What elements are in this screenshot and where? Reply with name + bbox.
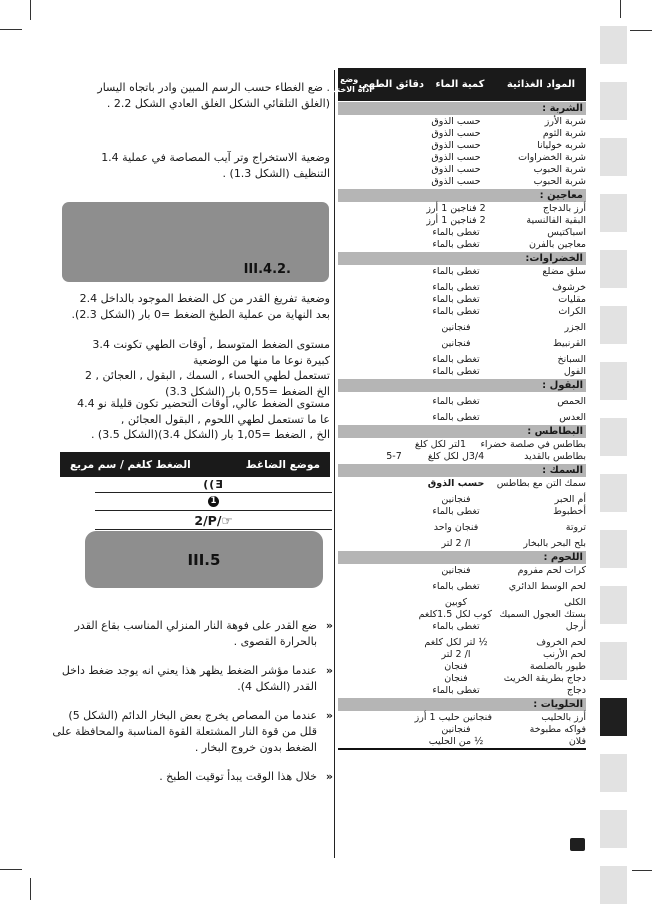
table-row	[338, 522, 586, 534]
section-header: اللحوم :	[338, 551, 586, 564]
cell-food: الكراث	[558, 306, 586, 317]
bullet-item	[45, 708, 333, 756]
edge-square	[600, 138, 627, 176]
bullet-marker-icon: «	[325, 619, 333, 632]
cell-water: تغطى بالماء	[432, 227, 480, 238]
cell-min: 5-7	[386, 451, 402, 462]
table-row	[338, 649, 586, 661]
edge-square	[600, 474, 627, 512]
cell-food: مقليات	[558, 294, 586, 305]
text-line: وضعية الاستخراج وتر آيب المصاصة في عملية 1.4	[101, 151, 330, 164]
cell-food: دجاج	[566, 685, 586, 696]
table-row	[338, 621, 586, 633]
cell-water: تغطى بالماء	[432, 396, 480, 407]
text-line: . ضع الغطاء حسب الرسم المبين وادر باتجاه اليسار	[97, 81, 330, 94]
cooking-table	[326, 68, 586, 750]
cell-water: كوب لكل 1.5كلغم	[418, 609, 492, 620]
pressure-header-position: موضع الضاغط	[245, 458, 320, 471]
text-line: عا ما تستعمل لطهي اللحوم , البقول العجائن ,	[120, 412, 330, 426]
table-row	[338, 322, 586, 334]
table-row	[338, 538, 586, 550]
text-line: التنظيف (الشكل 1.3) .	[222, 166, 330, 180]
cell-water: فنجانين	[441, 322, 471, 333]
cell-water: ½ لتر لكل كلغم	[424, 637, 488, 648]
table-row	[338, 736, 586, 748]
text-line: مستوى الضغط عالي, أوقات التحضير تكون قليلة نو 4.4	[77, 397, 330, 410]
pressure-table-rows	[95, 477, 332, 530]
paragraph-3-4	[58, 337, 330, 399]
edge-square	[600, 530, 627, 568]
section-header: معاجين :	[338, 189, 586, 202]
edge-square	[600, 362, 627, 400]
text-line: تستعمل لطهي الحساء , السمك , البقول , العجائن , 2	[84, 369, 330, 382]
cell-water: تغطى بالماء	[432, 294, 480, 305]
cell-water: ½ من الحليب	[428, 736, 484, 747]
text-line: عندما من المصاص يخرج بعض البخار الدائم (الشكل 5)	[68, 709, 317, 722]
cell-water: 1لتر لكل كلغ	[414, 439, 467, 450]
cell-food: بلح البحر بالبخار	[523, 538, 586, 549]
cell-food: شربة الحبوب	[533, 176, 586, 187]
text-line: الضغط بدون خروج البخار .	[194, 741, 317, 754]
table-row	[338, 597, 586, 609]
cell-water: تغطى بالماء	[432, 621, 480, 632]
bullet-item	[45, 769, 333, 785]
table-row	[338, 609, 586, 621]
column-header-minutes: دقائق الطهي	[358, 79, 424, 90]
table-row	[338, 565, 586, 577]
table-row	[338, 494, 586, 506]
text-line: وضعية تفريغ القدر من كل الضغط الموجود بالداخل 2.4	[79, 292, 330, 305]
pressure-header-value: الضغط كلغم / سم مربع	[70, 458, 191, 471]
table-row	[338, 661, 586, 673]
edge-square	[600, 586, 627, 624]
table-row	[338, 227, 586, 239]
cell-food: بطاطس في صلصة خضراء	[480, 439, 586, 450]
paragraph-lid-instruction	[58, 80, 330, 111]
cell-water: حسب الذوق	[431, 116, 481, 127]
edge-square	[600, 810, 627, 848]
cell-water: حسب الذوق	[431, 128, 481, 139]
cell-water: حسب الذوق	[431, 164, 481, 175]
table-row	[338, 396, 586, 408]
table-row	[338, 176, 586, 188]
edge-square	[600, 26, 627, 64]
table-row	[338, 637, 586, 649]
table-row	[338, 354, 586, 366]
column-header-water: كمية الماء	[435, 79, 485, 90]
edge-square	[600, 250, 627, 288]
section-header: البقول :	[338, 379, 586, 392]
table-row	[338, 685, 586, 697]
cell-food: الحمص	[557, 396, 586, 407]
edge-square	[600, 82, 627, 120]
cell-water: فنجانين	[441, 338, 471, 349]
cell-food: أم الحبر	[554, 494, 586, 505]
pressure-level2-label: 2/P/☞	[194, 512, 233, 528]
cell-food: الكلى	[564, 597, 586, 608]
bullet-list	[45, 618, 333, 798]
cell-food: طيور بالصلصة	[529, 661, 586, 672]
edge-square	[600, 754, 627, 792]
cell-water: فنجان	[444, 661, 468, 672]
column-header-selector	[326, 75, 372, 94]
table-row	[338, 294, 586, 306]
cell-food: أخطبوط	[553, 506, 586, 517]
crop-mark	[630, 30, 652, 31]
text-line: ضع القدر على فوهة النار المنزلي المناسب بقاع القدر	[74, 619, 317, 632]
table-row	[338, 152, 586, 164]
table-row	[338, 506, 586, 518]
cell-food: فواكه مطبوخة	[529, 724, 586, 735]
table-row	[338, 581, 586, 593]
cell-water: ا/ 2 لتر	[441, 538, 471, 549]
cell-food: أرز بالدجاج	[542, 203, 586, 214]
cell-food: لحم الوسط الدائري	[508, 581, 586, 592]
crop-mark	[632, 870, 652, 871]
cell-food: السبانخ	[557, 354, 586, 365]
table-row	[338, 116, 586, 128]
cell-water: تغطى بالماء	[432, 685, 480, 696]
section-header: الشربة :	[338, 102, 586, 115]
cell-food: شربة الثوم	[542, 128, 586, 139]
edge-square	[600, 866, 627, 904]
cell-water: 2 فناجين 1 أرز	[426, 215, 486, 226]
cell-food: اسباكتيس	[547, 227, 586, 238]
cell-water: فنجان	[444, 673, 468, 684]
cell-water: تغطى بالماء	[432, 412, 480, 423]
table-row	[338, 239, 586, 251]
column-header-food: المواد الغذائية	[506, 79, 576, 90]
column-divider	[334, 70, 335, 858]
paragraph-1-4	[58, 150, 330, 181]
cell-water: حسب الذوق	[431, 152, 481, 163]
cell-food: شربة الحبوب	[533, 164, 586, 175]
table-row	[338, 266, 586, 278]
cell-food: الجزر	[564, 322, 586, 333]
table-row	[338, 128, 586, 140]
edge-square	[600, 418, 627, 456]
cell-food: دجاج بطريقة الخريث	[503, 673, 586, 684]
cell-water: تغطى بالماء	[432, 266, 480, 277]
crop-mark	[30, 0, 31, 20]
text-line: خلال هذا الوقت يبدأ توقيت الطبخ .	[159, 770, 317, 783]
cell-water: تغطى بالماء	[432, 306, 480, 317]
paragraph-2-4	[58, 291, 330, 322]
figure-label: III.5	[187, 551, 221, 569]
bullet-item	[45, 618, 333, 650]
text-line: عندما مؤشر الضغط يظهر هذا يعني انه يوجد ضغط داخل	[61, 664, 317, 677]
bullet-text	[62, 663, 317, 695]
edge-square	[600, 306, 627, 344]
cell-water: تغطى بالماء	[432, 366, 480, 377]
edge-square-active	[600, 698, 627, 736]
table-row	[338, 203, 586, 215]
edge-square	[600, 194, 627, 232]
table-row	[338, 439, 586, 451]
bullet-text	[52, 708, 317, 756]
figure-image-III-5	[85, 531, 323, 588]
cell-water: تغطى بالماء	[432, 506, 480, 517]
cooking-table-body	[338, 102, 586, 750]
bullet-text	[159, 769, 317, 785]
table-row	[338, 306, 586, 318]
column-header-selector-line1: وضع	[340, 75, 359, 84]
cell-water: فنجان واحد	[433, 522, 479, 533]
cell-food: أرز بالحليب	[541, 712, 586, 723]
cell-food: أرجل	[565, 621, 586, 632]
cell-food: فلان	[568, 736, 586, 747]
circled-1-icon: 1	[208, 496, 219, 507]
cell-water: فنجانين حليب 1 أرز	[414, 712, 492, 723]
text-line: الخ , الضغط =1,05 بار (الشكل 3.4)(الشكل 3.5) .	[90, 428, 330, 441]
cell-food: تروتة	[565, 522, 586, 533]
pressure-row-level2	[95, 511, 332, 530]
cell-food: البقية الفالنسية	[526, 215, 586, 226]
crop-mark	[620, 0, 621, 18]
cell-food: بطاطس بالقديد	[524, 451, 586, 462]
figure-image-III-4-2	[62, 202, 329, 282]
pressure-row-level1	[95, 493, 332, 511]
text-line: قلل من قوة النار المشتعلة القوة المناسبة والمحافظة على	[52, 725, 317, 738]
cell-water: ا/ 2 لتر	[441, 649, 471, 660]
cell-water: تغطى بالماء	[432, 239, 480, 250]
section-header: البطاطس :	[338, 425, 586, 438]
text-line: مستوى الضغط المتوسط , أوقات الطهي تكونت 3.4	[92, 338, 330, 351]
table-row	[338, 140, 586, 152]
text-line: (الغلق التلقائي الشكل الغلق العادي الشكل 2.2 .	[106, 96, 330, 110]
cell-water: حسب الذوق	[431, 176, 481, 187]
bullet-marker-icon: «	[325, 664, 333, 677]
cell-food: معاجين بالفرن	[528, 239, 586, 250]
cell-food: خرشوف	[552, 282, 586, 293]
cell-food: لحم الأرنب	[543, 649, 586, 660]
section-header: الخضراوات:	[338, 252, 586, 265]
column-header-selector-line2: أداة الاختيار	[326, 84, 372, 94]
cell-food: كرات لحم مفروم	[517, 565, 586, 576]
cell-water: كوبين	[444, 597, 468, 608]
cell-food: شربه خوليانا	[537, 140, 586, 151]
section-header: السمك :	[338, 464, 586, 477]
crop-mark	[0, 29, 22, 30]
table-row	[338, 478, 586, 490]
cell-water: تغطى بالماء	[432, 581, 480, 592]
table-row	[338, 338, 586, 350]
figure-label: III.4.2.	[243, 262, 291, 277]
cell-water: حسب الذوق	[431, 140, 481, 151]
cell-water: فنجانين	[441, 724, 471, 735]
cell-food: شربة الخضراوات	[518, 152, 586, 163]
cell-food: العدس	[559, 412, 586, 423]
page-corner-dot	[570, 838, 585, 851]
cell-food: بستك العجول السميك	[499, 609, 586, 620]
table-row	[338, 164, 586, 176]
pressure-row-steam	[95, 477, 332, 493]
text-line: القدر (الشكل 4).	[237, 680, 317, 693]
steam-release-icon: ((Ǝ	[203, 478, 224, 491]
crop-mark	[30, 878, 31, 900]
text-line: كبيرة نوعا ما منها من الوضعية	[193, 353, 330, 367]
edge-square	[600, 642, 627, 680]
cell-water: 3/4ل لكل كلغ	[427, 451, 485, 462]
text-line: الخ الضغط =0,55 بار (الشكل 3.3)	[165, 384, 330, 398]
cell-water: فنجانين	[441, 565, 471, 576]
table-row	[338, 215, 586, 227]
cell-food: سمك التن مع بطاطس	[496, 478, 586, 489]
cell-food: القرنبيط	[553, 338, 586, 349]
table-row	[338, 451, 586, 463]
cell-food: الفول	[563, 366, 586, 377]
bullet-item	[45, 663, 333, 695]
pressure-table-header	[60, 452, 330, 477]
cell-water: تغطى بالماء	[432, 354, 480, 365]
section-header: الحلويات :	[338, 698, 586, 711]
table-row	[338, 724, 586, 736]
cell-food: شربة الأرز	[544, 116, 586, 127]
bullet-text	[75, 618, 317, 650]
cell-water: 2 فناجين 1 أرز	[426, 203, 486, 214]
text-line: بعد النهاية من عملية الطبخ الضغط =0 بار (الشكل 2.3).	[71, 307, 330, 321]
cell-water: تغطى بالماء	[432, 282, 480, 293]
paragraph-4-4	[58, 396, 330, 443]
cell-water: فنجانين	[441, 494, 471, 505]
table-row	[338, 673, 586, 685]
bullet-marker-icon: «	[325, 770, 333, 783]
table-row	[338, 366, 586, 378]
cell-food: لحم الخروف	[536, 637, 586, 648]
bullet-marker-icon: «	[325, 709, 333, 722]
text-line: بالحرارة القصوى .	[233, 635, 317, 648]
table-row	[338, 282, 586, 294]
table-row	[338, 412, 586, 424]
cell-water: حسب الذوق	[427, 478, 485, 489]
cell-food: سلق مضلع	[542, 266, 586, 277]
cooking-table-header	[326, 68, 586, 101]
table-row	[338, 712, 586, 724]
crop-mark	[0, 869, 22, 870]
